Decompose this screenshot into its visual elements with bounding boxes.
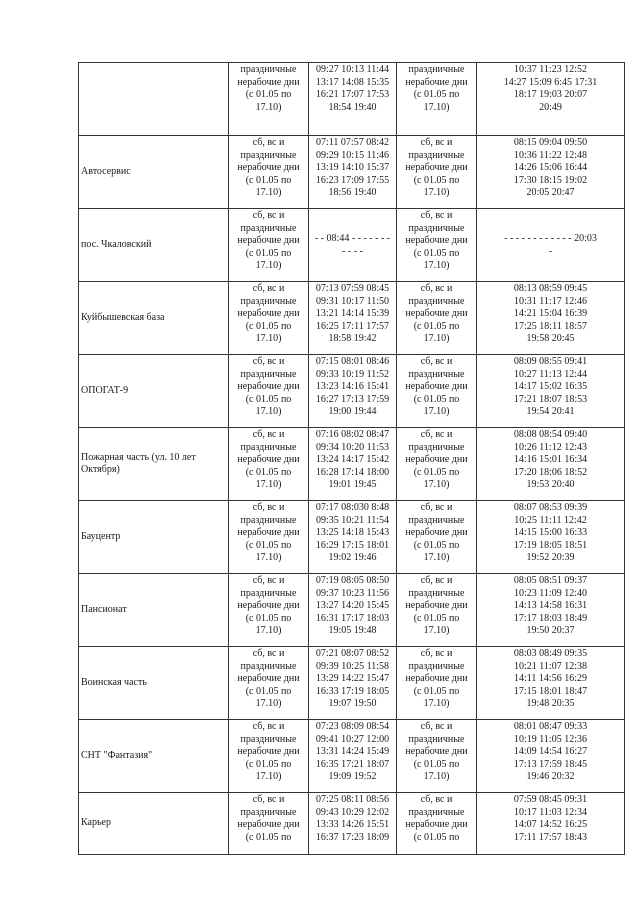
day-type-line: (с 01.05 по	[245, 320, 292, 332]
day-type-line: 17.10)	[255, 625, 282, 636]
time-line: 09:35 10:21 11:54	[316, 514, 389, 526]
day-type-line: 17.10)	[255, 698, 282, 709]
day-type-cell	[229, 136, 309, 209]
day-type-line: (с 01.05 по	[245, 685, 292, 697]
stop-name: Автосервис	[79, 136, 229, 209]
day-type-line: праздничные	[240, 587, 297, 599]
day-type-line: 17.10)	[255, 771, 282, 782]
time-line: 13:24 14:17 15:42	[315, 454, 390, 465]
departure-times-cell	[309, 63, 397, 136]
time-line: 18:17 19:03 20:07	[513, 89, 588, 100]
time-line: 13:31 14:24 15:49	[315, 746, 390, 757]
day-type-line: нерабочие дни	[237, 819, 300, 830]
day-type-line: праздничные	[240, 368, 297, 380]
time-line: 08:09 08:55 09:41	[513, 356, 588, 367]
day-type-cell	[397, 720, 477, 793]
day-type-line: сб, вс и	[252, 356, 285, 367]
departure-times-cell	[477, 282, 625, 355]
day-type-line: нерабочие дни	[237, 454, 300, 465]
day-type-line: праздничные	[240, 660, 297, 672]
time-line: 16:29 17:15 18:01	[315, 539, 390, 551]
time-line: 19:50 20:37	[526, 625, 575, 636]
day-type-line: сб, вс и	[252, 575, 285, 586]
time-line: - - - - - - - - - - - - 20:03	[504, 233, 597, 244]
time-line: - - - -	[342, 245, 363, 257]
time-line: 19:05 19:48	[328, 625, 377, 636]
day-type-line: нерабочие дни	[237, 673, 300, 684]
time-line: 17:15 18:01 18:47	[513, 685, 588, 697]
time-line: 19:48 20:35	[526, 698, 575, 709]
day-type-line: 17.10)	[423, 625, 450, 636]
stop-name: пос. Чкаловский	[79, 209, 229, 282]
time-line: 07:13 07:59 08:45	[315, 283, 390, 294]
day-type-line: праздничные	[240, 806, 297, 818]
day-type-line: (с 01.05 по	[245, 393, 292, 405]
day-type-line: сб, вс и	[420, 502, 453, 513]
table-row	[79, 209, 625, 282]
day-type-line: 17.10)	[255, 406, 282, 417]
day-type-line: нерабочие дни	[405, 381, 468, 392]
departure-times-cell	[477, 720, 625, 793]
departure-times-cell	[309, 428, 397, 501]
day-type-line: сб, вс и	[252, 794, 285, 805]
day-type-line: (с 01.05 по	[245, 247, 292, 259]
time-line: 08:05 08:51 09:37	[513, 575, 588, 586]
day-type-line: нерабочие дни	[237, 527, 300, 538]
day-type-line: (с 01.05 по	[413, 685, 460, 697]
departure-times-cell	[477, 63, 625, 136]
time-line: 09:27 10:13 11:44	[316, 64, 389, 75]
time-line: 09:31 10:17 11:50	[316, 295, 389, 307]
time-line: 19:52 20:39	[526, 552, 575, 563]
time-line: 10:27 11:13 12:44	[514, 368, 587, 380]
time-line: 14:09 14:54 16:27	[513, 746, 588, 757]
day-type-cell	[397, 501, 477, 574]
time-line: 17:25 18:11 18:57	[514, 320, 587, 332]
day-type-line: праздничные	[408, 149, 465, 161]
table-row	[79, 428, 625, 501]
departure-times-cell	[477, 793, 625, 855]
day-type-cell	[229, 501, 309, 574]
time-line: 18:58 19:42	[328, 333, 377, 344]
time-line: 16:21 17:07 17:53	[315, 89, 390, 100]
time-line: 10:19 11:05 12:36	[514, 733, 587, 745]
day-type-line: праздничные	[240, 64, 297, 75]
day-type-line: сб, вс и	[252, 283, 285, 294]
time-line: 17:17 18:03 18:49	[513, 612, 588, 624]
time-line: 09:34 10:20 11:53	[316, 441, 389, 453]
day-type-line: праздничные	[240, 295, 297, 307]
day-type-cell	[397, 282, 477, 355]
departure-times-cell	[309, 136, 397, 209]
day-type-line: 17.10)	[423, 698, 450, 709]
time-line: - - 08:44 - - - - - - -	[314, 233, 391, 244]
day-type-cell	[397, 355, 477, 428]
day-type-line: (с 01.05 по	[245, 89, 292, 100]
stop-name: Пожарная часть (ул. 10 лет Октября)	[79, 428, 229, 501]
day-type-line: нерабочие дни	[405, 76, 468, 88]
day-type-line: (с 01.05 по	[413, 247, 460, 259]
time-line: 19:58 20:45	[526, 333, 575, 344]
time-line: 16:23 17:09 17:55	[315, 174, 390, 186]
time-line: 19:02 19:46	[328, 552, 377, 563]
day-type-cell	[397, 136, 477, 209]
time-line: 10:26 11:12 12:43	[514, 441, 587, 453]
departure-times-cell	[309, 647, 397, 720]
departure-times-cell	[309, 574, 397, 647]
departure-times-cell	[309, 355, 397, 428]
day-type-line: сб, вс и	[420, 283, 453, 294]
table-row	[79, 63, 625, 136]
day-type-line: праздничные	[408, 295, 465, 307]
time-line: 14:21 15:04 16:39	[513, 308, 588, 319]
day-type-line: (с 01.05 по	[245, 539, 292, 551]
day-type-line: сб, вс и	[252, 210, 285, 221]
time-line: 17:19 18:05 18:51	[513, 539, 588, 551]
time-line: 16:28 17:14 18:00	[315, 466, 390, 478]
day-type-line: сб, вс и	[420, 137, 453, 148]
day-type-line: праздничные	[240, 441, 297, 453]
departure-times-cell	[477, 355, 625, 428]
table-row	[79, 574, 625, 647]
time-line: 07:15 08:01 08:46	[315, 356, 390, 367]
time-line: 13:25 14:18 15:43	[315, 527, 390, 538]
time-line: 09:33 10:19 11:52	[316, 368, 389, 380]
day-type-line: праздничные	[408, 368, 465, 380]
day-type-line: (с 01.05 по	[413, 831, 460, 843]
day-type-line: сб, вс и	[252, 137, 285, 148]
time-line: 09:37 10:23 11:56	[316, 587, 389, 599]
day-type-line: (с 01.05 по	[413, 89, 460, 100]
day-type-line: (с 01.05 по	[245, 758, 292, 770]
day-type-line: нерабочие дни	[405, 819, 468, 830]
day-type-line: сб, вс и	[420, 648, 453, 659]
stop-name: Пансионат	[79, 574, 229, 647]
day-type-line: праздничные	[408, 64, 465, 75]
day-type-line: 17.10)	[255, 333, 282, 344]
day-type-line: сб, вс и	[420, 429, 453, 440]
time-line: 07:11 07:57 08:42	[316, 137, 389, 148]
time-line: 16:31 17:17 18:03	[315, 612, 390, 624]
time-line: 07:25 08:11 08:56	[316, 794, 389, 805]
time-line: 16:37 17:23 18:09	[315, 831, 390, 843]
day-type-cell	[229, 428, 309, 501]
time-line: 07:17 08:030 8:48	[315, 502, 390, 513]
time-line: 14:07 14:52 16:25	[513, 819, 588, 830]
departure-times-cell	[309, 793, 397, 855]
day-type-line: праздничные	[240, 149, 297, 161]
time-line: 19:00 19:44	[328, 406, 377, 417]
day-type-line: сб, вс и	[252, 502, 285, 513]
time-line: 09:41 10:27 12:00	[315, 733, 390, 745]
time-line: 13:33 14:26 15:51	[315, 819, 390, 830]
day-type-line: нерабочие дни	[237, 76, 300, 88]
day-type-cell	[229, 63, 309, 136]
time-line: 14:27 15:09 6:45 17:31	[503, 76, 598, 88]
day-type-line: нерабочие дни	[237, 308, 300, 319]
day-type-cell	[397, 574, 477, 647]
day-type-line: 17.10)	[423, 552, 450, 563]
time-line: 07:16 08:02 08:47	[315, 429, 390, 440]
time-line: 19:53 20:40	[526, 479, 575, 490]
departure-times-cell	[309, 209, 397, 282]
day-type-line: нерабочие дни	[405, 600, 468, 611]
time-line: 08:13 08:59 09:45	[513, 283, 588, 294]
day-type-line: нерабочие дни	[405, 454, 468, 465]
day-type-line: 17.10)	[423, 333, 450, 344]
day-type-line: нерабочие дни	[405, 162, 468, 173]
day-type-line: 17.10)	[255, 260, 282, 271]
time-line: 08:08 08:54 09:40	[513, 429, 588, 440]
time-line: 17:11 17:57 18:43	[514, 831, 587, 843]
table-row	[79, 647, 625, 720]
day-type-line: праздничные	[408, 733, 465, 745]
day-type-line: праздничные	[408, 660, 465, 672]
time-line: 19:09 19:52	[328, 771, 377, 782]
stop-name: Карьер	[79, 793, 229, 855]
day-type-line: 17.10)	[255, 187, 282, 198]
day-type-cell	[397, 428, 477, 501]
time-line: 16:27 17:13 17:59	[315, 393, 390, 405]
time-line: 10:36 11:22 12:48	[514, 149, 587, 161]
day-type-line: (с 01.05 по	[413, 393, 460, 405]
time-line: 14:11 14:56 16:29	[514, 673, 587, 684]
day-type-cell	[397, 647, 477, 720]
time-line: 13:17 14:08 15:35	[315, 76, 390, 88]
day-type-line: 17.10)	[423, 260, 450, 271]
time-line: 20:05 20:47	[526, 187, 575, 198]
bus-schedule-table	[78, 62, 625, 855]
day-type-line: сб, вс и	[252, 721, 285, 732]
time-line: 19:46 20:32	[526, 771, 575, 782]
schedule-body	[79, 63, 625, 855]
day-type-line: нерабочие дни	[405, 235, 468, 246]
time-line: 14:13 14:58 16:31	[513, 600, 588, 611]
time-line: 10:17 11:03 12:34	[514, 806, 587, 818]
day-type-cell	[229, 209, 309, 282]
table-row	[79, 136, 625, 209]
day-type-line: (с 01.05 по	[413, 466, 460, 478]
day-type-line: нерабочие дни	[405, 673, 468, 684]
day-type-line: сб, вс и	[420, 356, 453, 367]
departure-times-cell	[477, 501, 625, 574]
day-type-line: праздничные	[240, 733, 297, 745]
day-type-line: 17.10)	[255, 552, 282, 563]
time-line: 14:15 15:00 16:33	[513, 527, 588, 538]
day-type-line: (с 01.05 по	[413, 612, 460, 624]
departure-times-cell	[477, 647, 625, 720]
time-line: 19:54 20:41	[526, 406, 575, 417]
table-row	[79, 282, 625, 355]
time-line: 14:16 15:01 16:34	[513, 454, 588, 465]
day-type-line: (с 01.05 по	[245, 831, 292, 843]
stop-name: Воинская часть	[79, 647, 229, 720]
time-line: 08:01 08:47 09:33	[513, 721, 588, 732]
time-line: 07:23 08:09 08:54	[315, 721, 390, 732]
day-type-line: 17.10)	[423, 101, 450, 113]
day-type-line: (с 01.05 по	[245, 174, 292, 186]
time-line: 10:31 11:17 12:46	[514, 295, 587, 307]
day-type-line: нерабочие дни	[405, 308, 468, 319]
day-type-line: сб, вс и	[420, 210, 453, 221]
time-line: -	[548, 245, 553, 257]
time-line: 17:30 18:15 19:02	[513, 174, 588, 186]
time-line: 08:07 08:53 09:39	[513, 502, 588, 513]
time-line: 18:56 19:40	[328, 187, 377, 198]
day-type-cell	[397, 209, 477, 282]
departure-times-cell	[477, 209, 625, 282]
time-line: 13:21 14:14 15:39	[315, 308, 390, 319]
time-line: 13:19 14:10 15:37	[315, 162, 390, 173]
departure-times-cell	[477, 574, 625, 647]
time-line: 14:17 15:02 16:35	[513, 381, 588, 392]
stop-name: СНТ "Фантазия"	[79, 720, 229, 793]
time-line: 10:37 11:23 12:52	[514, 64, 587, 75]
day-type-line: сб, вс и	[420, 721, 453, 732]
time-line: 13:23 14:16 15:41	[315, 381, 390, 392]
day-type-cell	[229, 793, 309, 855]
time-line: 08:15 09:04 09:50	[513, 137, 588, 148]
time-line: 10:25 11:11 12:42	[514, 514, 587, 526]
day-type-line: 17.10)	[423, 187, 450, 198]
day-type-line: 17.10)	[255, 101, 282, 113]
day-type-cell	[229, 282, 309, 355]
day-type-cell	[229, 355, 309, 428]
day-type-line: сб, вс и	[252, 429, 285, 440]
time-line: 10:23 11:09 12:40	[514, 587, 587, 599]
day-type-line: (с 01.05 по	[245, 466, 292, 478]
day-type-cell	[229, 720, 309, 793]
day-type-line: (с 01.05 по	[413, 758, 460, 770]
day-type-line: праздничные	[408, 806, 465, 818]
time-line: 18:54 19:40	[328, 101, 377, 113]
day-type-line: праздничные	[408, 222, 465, 234]
departure-times-cell	[477, 136, 625, 209]
time-line: 16:33 17:19 18:05	[315, 685, 390, 697]
time-line: 17:13 17:59 18:45	[513, 758, 588, 770]
day-type-line: (с 01.05 по	[413, 174, 460, 186]
day-type-line: сб, вс и	[420, 575, 453, 586]
stop-name	[79, 63, 229, 136]
day-type-line: нерабочие дни	[237, 235, 300, 246]
day-type-line: 17.10)	[423, 479, 450, 490]
day-type-line: нерабочие дни	[237, 162, 300, 173]
day-type-line: сб, вс и	[252, 648, 285, 659]
time-line: 09:29 10:15 11:46	[316, 149, 389, 161]
time-line: 17:21 18:07 18:53	[513, 393, 588, 405]
table-row	[79, 720, 625, 793]
time-line: 08:03 08:49 09:35	[513, 648, 588, 659]
time-line: 13:29 14:22 15:47	[315, 673, 390, 684]
time-line: 17:20 18:06 18:52	[513, 466, 588, 478]
time-line: 16:35 17:21 18:07	[315, 758, 390, 770]
departure-times-cell	[309, 282, 397, 355]
day-type-line: (с 01.05 по	[413, 320, 460, 332]
day-type-line: (с 01.05 по	[245, 612, 292, 624]
day-type-line: праздничные	[240, 222, 297, 234]
day-type-line: нерабочие дни	[237, 381, 300, 392]
time-line: 07:21 08:07 08:52	[315, 648, 390, 659]
day-type-line: нерабочие дни	[237, 746, 300, 757]
stop-name: ОПОГАТ-9	[79, 355, 229, 428]
time-line: 14:26 15:06 16:44	[513, 162, 588, 173]
time-line: 19:01 19:45	[328, 479, 377, 490]
table-row	[79, 793, 625, 855]
departure-times-cell	[477, 428, 625, 501]
time-line: 20:49	[539, 101, 562, 113]
table-row	[79, 501, 625, 574]
departure-times-cell	[309, 501, 397, 574]
day-type-line: 17.10)	[423, 406, 450, 417]
day-type-cell	[229, 647, 309, 720]
day-type-line: праздничные	[408, 514, 465, 526]
stop-name: Бауцентр	[79, 501, 229, 574]
time-line: 19:07 19:50	[328, 698, 377, 709]
time-line: 13:27 14:20 15:45	[315, 600, 390, 611]
table-row	[79, 355, 625, 428]
day-type-cell	[229, 574, 309, 647]
day-type-line: праздничные	[408, 587, 465, 599]
time-line: 16:25 17:11 17:57	[316, 320, 389, 332]
day-type-line: сб, вс и	[420, 794, 453, 805]
time-line: 07:19 08:05 08:50	[315, 575, 390, 586]
day-type-line: праздничные	[240, 514, 297, 526]
stop-name: Куйбышевская база	[79, 282, 229, 355]
day-type-line: 17.10)	[423, 771, 450, 782]
time-line: 10:21 11:07 12:38	[514, 660, 587, 672]
day-type-line: (с 01.05 по	[413, 539, 460, 551]
day-type-cell	[397, 63, 477, 136]
day-type-line: нерабочие дни	[405, 746, 468, 757]
departure-times-cell	[309, 720, 397, 793]
time-line: 09:43 10:29 12:02	[315, 806, 390, 818]
day-type-line: нерабочие дни	[237, 600, 300, 611]
day-type-cell	[397, 793, 477, 855]
day-type-line: праздничные	[408, 441, 465, 453]
day-type-line: нерабочие дни	[405, 527, 468, 538]
time-line: 09:39 10:25 11:58	[316, 660, 389, 672]
day-type-line: 17.10)	[255, 479, 282, 490]
time-line: 07:59 08:45 09:31	[513, 794, 588, 805]
